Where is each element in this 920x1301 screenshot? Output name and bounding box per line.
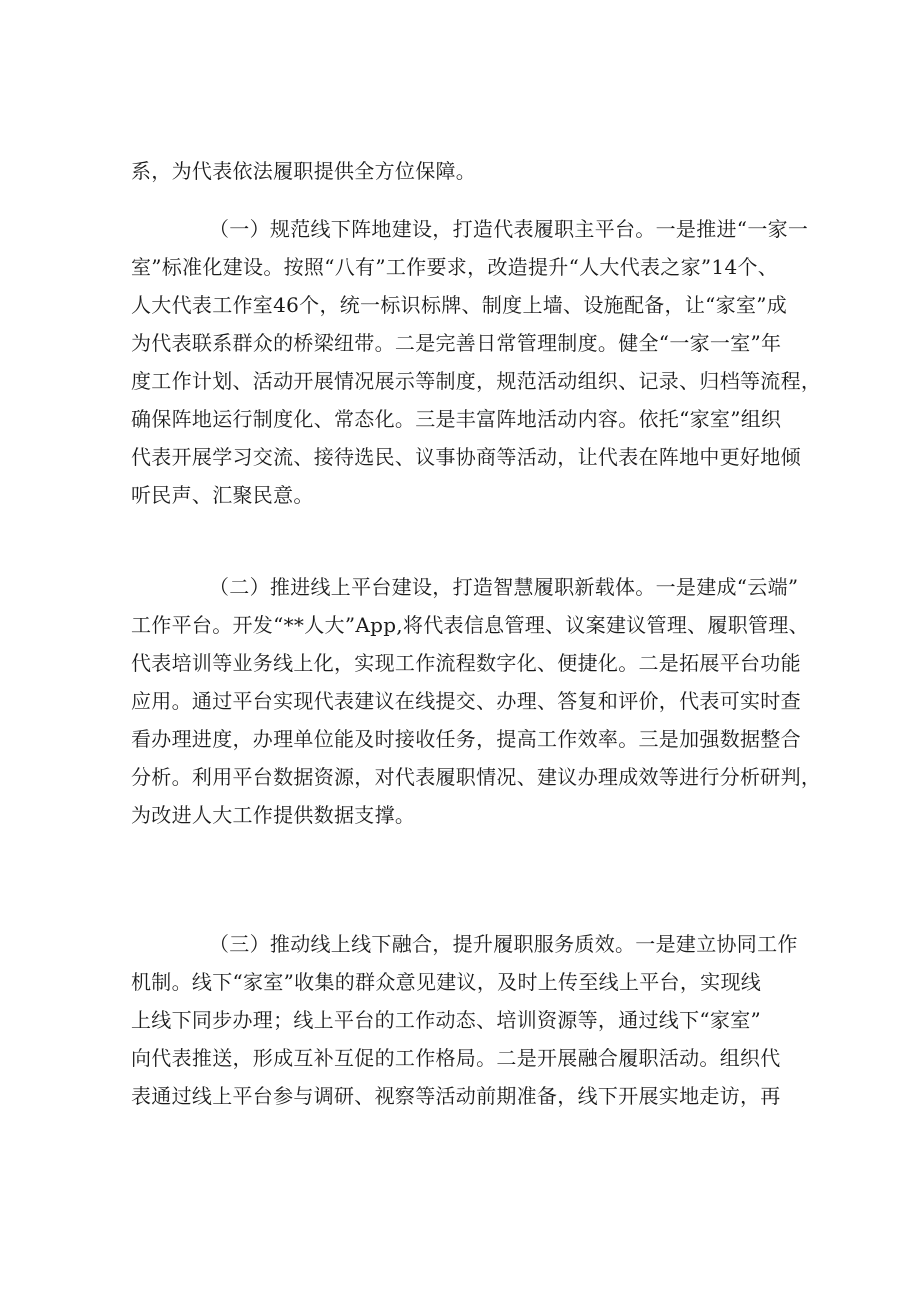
- text-line: 室”标准化建设。按照“八有”工作要求，改造提升“人大代表之家”14个、: [131, 255, 779, 279]
- text-line: （一）规范线下阵地建设，打造代表履职主平台。一是推进“一家一: [209, 217, 809, 241]
- text-line: 系，为代表依法履职提供全方位保障。: [131, 159, 477, 183]
- text-line: 听民声、汇聚民意。: [131, 483, 314, 507]
- text-line: 为改进人大工作提供数据支撑。: [131, 803, 416, 827]
- text-line: 人大代表工作室46个，统一标识标牌、制度上墙、设施配备，让“家室”成: [131, 293, 788, 317]
- text-line: 工作平台。开发“**人大”App,将代表信息管理、议案建议管理、履职管理、: [131, 613, 809, 637]
- text-line: 向代表推送，形成互补互促的工作格局。二是开展融合履职活动。组织代: [131, 1046, 781, 1070]
- text-line: （三）推动线上线下融合，提升履职服务质效。一是建立协同工作: [209, 932, 798, 956]
- text-line: 表通过线上平台参与调研、视察等活动前期准备，线下开展实地走访，再: [131, 1084, 781, 1108]
- text-line: 应用。通过平台实现代表建议在线提交、办理、答复和评价，代表可实时查: [131, 689, 801, 713]
- paragraph-integration: [131, 925, 798, 1115]
- paragraph-online-platform: [131, 568, 822, 834]
- text-line: 代表培训等业务线上化，实现工作流程数字化、便捷化。二是拓展平台功能: [131, 651, 801, 675]
- text-line: 为代表联系群众的桥梁纽带。二是完善日常管理制度。健全“一家一室”年: [131, 331, 782, 355]
- text-line: 确保阵地运行制度化、常态化。三是丰富阵地活动内容。依托“家室”组织: [131, 407, 782, 431]
- text-line: 看办理进度，办理单位能及时接收任务，提高工作效率。三是加强数据整合: [131, 727, 801, 751]
- paragraph-offline-positions: [131, 210, 822, 514]
- text-line: （二）推进线上平台建设，打造智慧履职新载体。一是建成“云端”: [209, 575, 799, 599]
- paragraph-continuation: [131, 152, 791, 190]
- text-line: 度工作计划、活动开展情况展示等制度，规范活动组织、记录、归档等流程，: [131, 369, 822, 393]
- text-line: 代表开展学习交流、接待选民、议事协商等活动，让代表在阵地中更好地倾: [131, 445, 801, 469]
- text-line: 分析。利用平台数据资源，对代表履职情况、建议办理成效等进行分析研判，: [131, 765, 822, 789]
- text-line: 上线下同步办理；线上平台的工作动态、培训资源等，通过线下“家室”: [131, 1008, 762, 1032]
- text-line: 机制。线下“家室”收集的群众意见建议，及时上传至线上平台，实现线: [131, 970, 762, 994]
